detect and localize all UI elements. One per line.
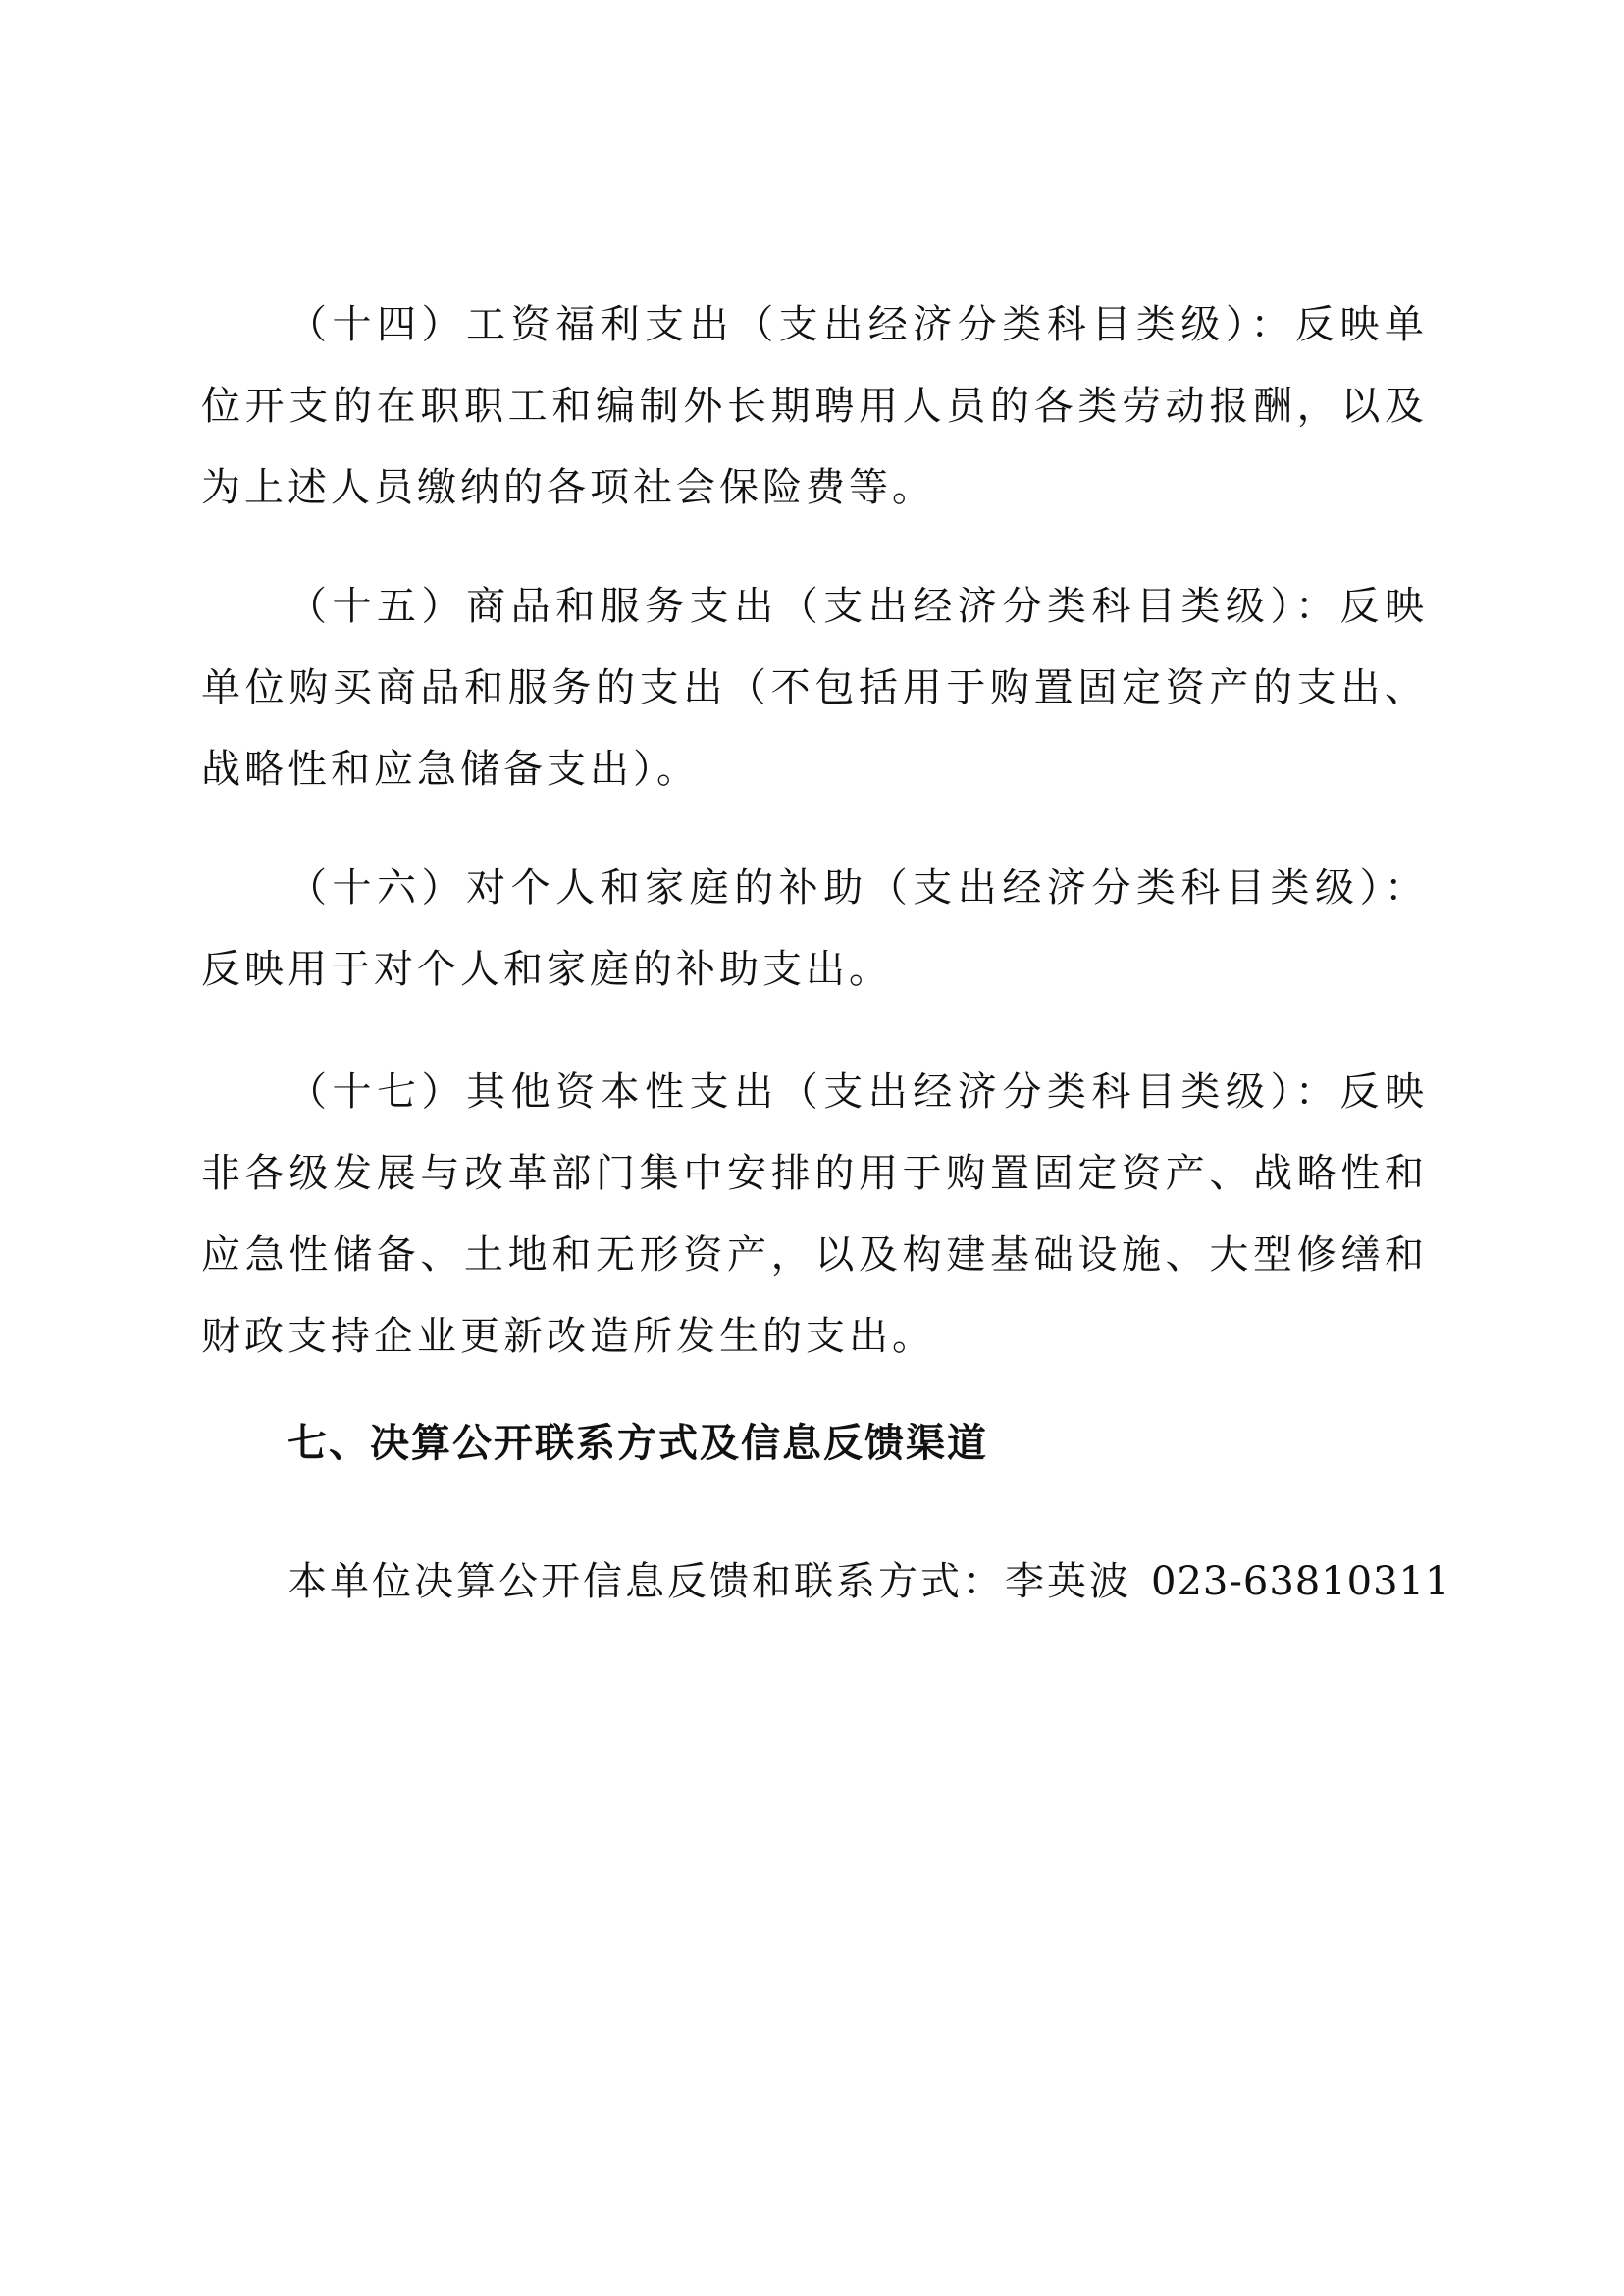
paragraph-goods-services-expenditure: （十五）商品和服务支出（支出经济分类科目类级）：反映单位购买商品和服务的支出（不包括用于购置固定资产的支出、战略性和应急储备支出）。 xyxy=(201,584,1428,792)
paragraph-wage-welfare-expenditure: （十四）工资福利支出（支出经济分类科目类级）：反映单位开支的在职职工和编制外长期聘用人员的各类劳动报酬，以及为上述人员缴纳的各项社会保险费等。 xyxy=(201,302,1428,510)
contact-phone: 023-63810311 xyxy=(1151,1559,1451,1604)
section-heading-contact: 七、决算公开联系方式及信息反馈渠道 xyxy=(288,1421,988,1466)
paragraph-household-subsidy: （十六）对个人和家庭的补助（支出经济分类科目类级）：反映用于对个人和家庭的补助支出。 xyxy=(201,865,1428,992)
paragraph-other-capital-expenditure: （十七）其他资本性支出（支出经济分类科目类级）：反映非各级发展与改革部门集中安排的用于购置固定资产、战略性和应急性储备、土地和无形资产，以及构建基础设施、大型修缮和财政支持企业更新改造所发生的支出。 xyxy=(201,1070,1428,1359)
contact-line xyxy=(288,1552,1450,1611)
contact-label: 本单位决算公开信息反馈和联系方式：李英波 xyxy=(288,1559,1131,1604)
